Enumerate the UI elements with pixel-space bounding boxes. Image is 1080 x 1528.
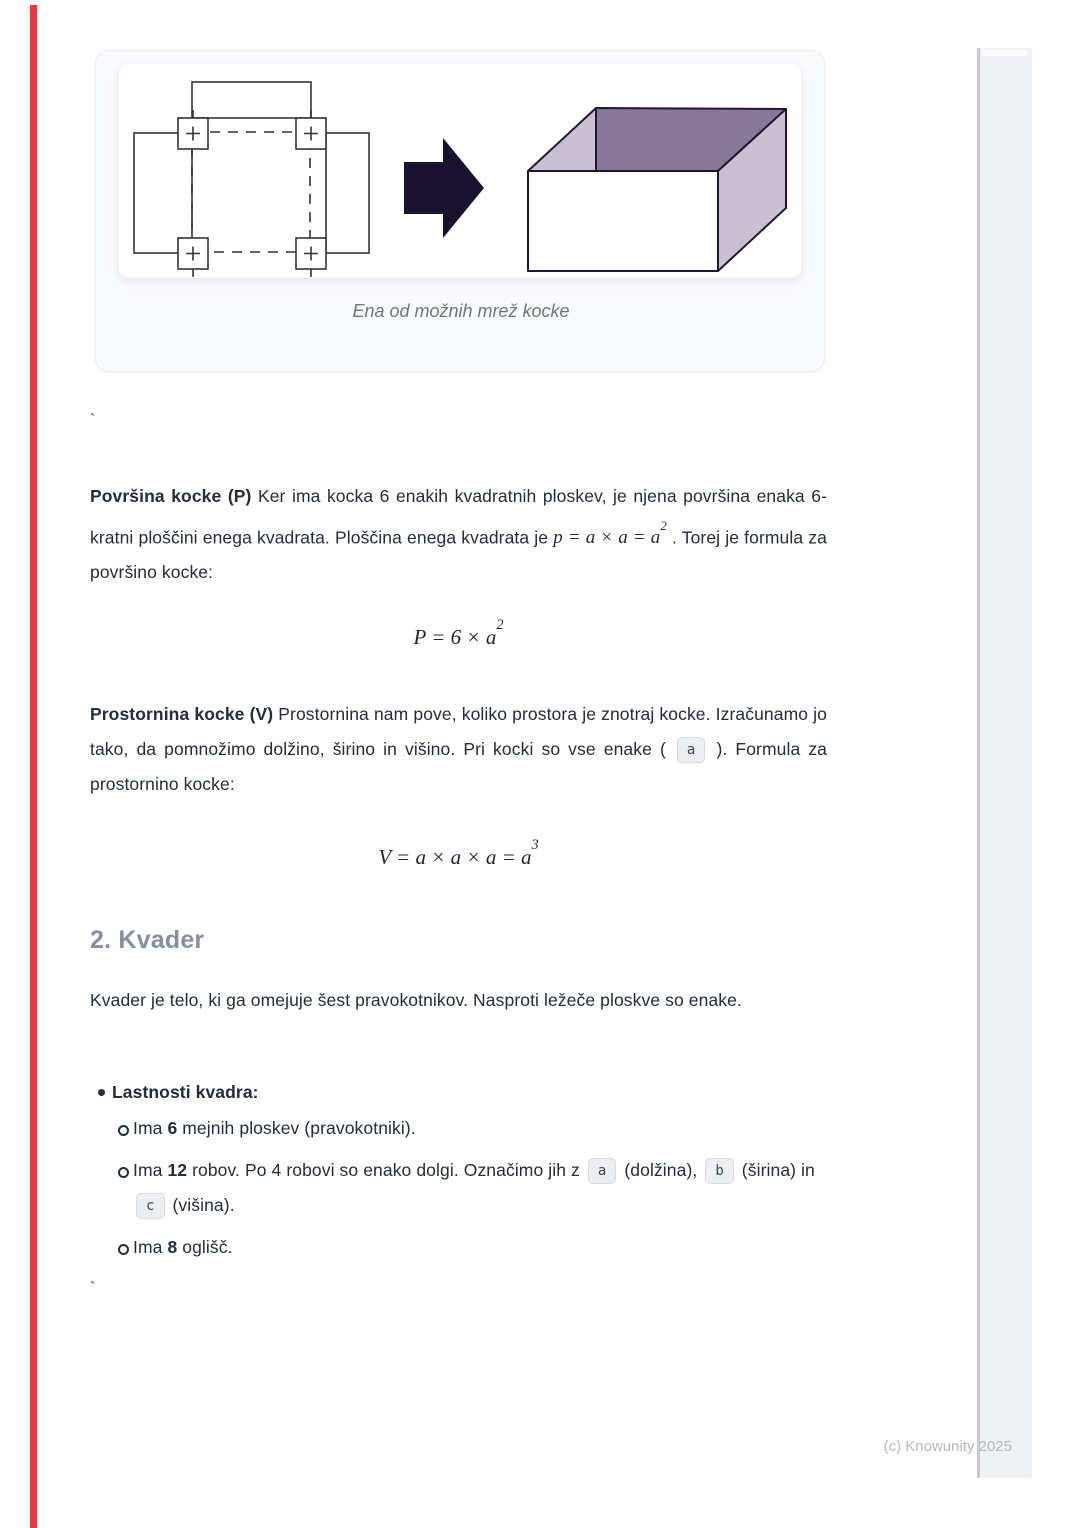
bullet-circle-icon	[118, 1125, 129, 1136]
code-chip-c: c	[136, 1193, 165, 1219]
bullet-dot-icon	[98, 1089, 105, 1096]
inline-math-area: $p = a \times a = a^2$	[553, 517, 667, 549]
copyright-text: (c) Knowunity 2025	[883, 1438, 1012, 1455]
bullet-circle-icon	[118, 1244, 129, 1255]
arrow-right-icon	[404, 138, 484, 238]
figure-card	[95, 50, 825, 372]
paragraph-lead-bold: Površina kocke (P)	[90, 486, 252, 506]
page-edge-red-marker	[30, 5, 37, 1528]
paragraph-surface-area: Površina kocke (P) Ker ima kocka 6 enakih kvadratnih ploskev, je njena površina enaka 6-kratni ploščini enega kvadrata. Ploščina enega kvadrata je $p = a \times a = a^2$ . Torej je formula za površino kocke:	[90, 486, 827, 583]
paragraph-lead-bold: Prostornina kocke (V)	[90, 704, 274, 724]
code-chip-a: a	[588, 1158, 617, 1184]
formula-surface-area: $P = 6 \times a^2$	[413, 616, 504, 649]
formula-volume: $V = a \times a \times a = a^3$	[378, 836, 539, 869]
bullet-circle-icon	[118, 1167, 129, 1178]
list-title-text: Lastnosti kvadra:	[112, 1082, 259, 1102]
list-item-properties-title	[90, 1075, 837, 1110]
list-item-edges: Ima 12 robov. Po 4 robovi so enako dolgi. Označimo jih z a (dolžina), b (širina) in c (višina).	[90, 1153, 837, 1223]
list-item-vertices: Ima 8 oglišč.	[90, 1230, 837, 1265]
paragraph-kvader-intro: Kvader je telo, ki ga omejuje šest pravokotnikov. Nasproti ležeče ploskve so enake.	[90, 990, 742, 1010]
scrollbar-thumb[interactable]	[982, 50, 1028, 56]
list-item-faces: Ima 6 mejnih ploskev (pravokotniki).	[90, 1111, 837, 1146]
code-chip-a: a	[677, 737, 706, 763]
cube-net-diagram	[134, 82, 369, 277]
cube-net-to-cube-figure	[96, 51, 826, 373]
stray-backtick-top: `	[90, 412, 96, 429]
section-heading-kvader: 2. Kvader	[90, 926, 205, 954]
cube-3d-figure	[528, 108, 786, 271]
code-chip-b: b	[705, 1158, 734, 1184]
figure-caption: Ena od možnih mrež kocke	[352, 301, 570, 321]
paragraph-volume: Prostornina kocke (V) Prostornina nam pove, koliko prostora je znotraj kocke. Izračunamo jo tako, da pomnožimo dolžino, širino in višino. Pri kocki so vse enake ( a ). Formula za prostornino kocke:	[90, 704, 828, 794]
stray-backtick-bottom: `	[90, 1280, 96, 1297]
scrollbar-track[interactable]	[977, 48, 1032, 1478]
